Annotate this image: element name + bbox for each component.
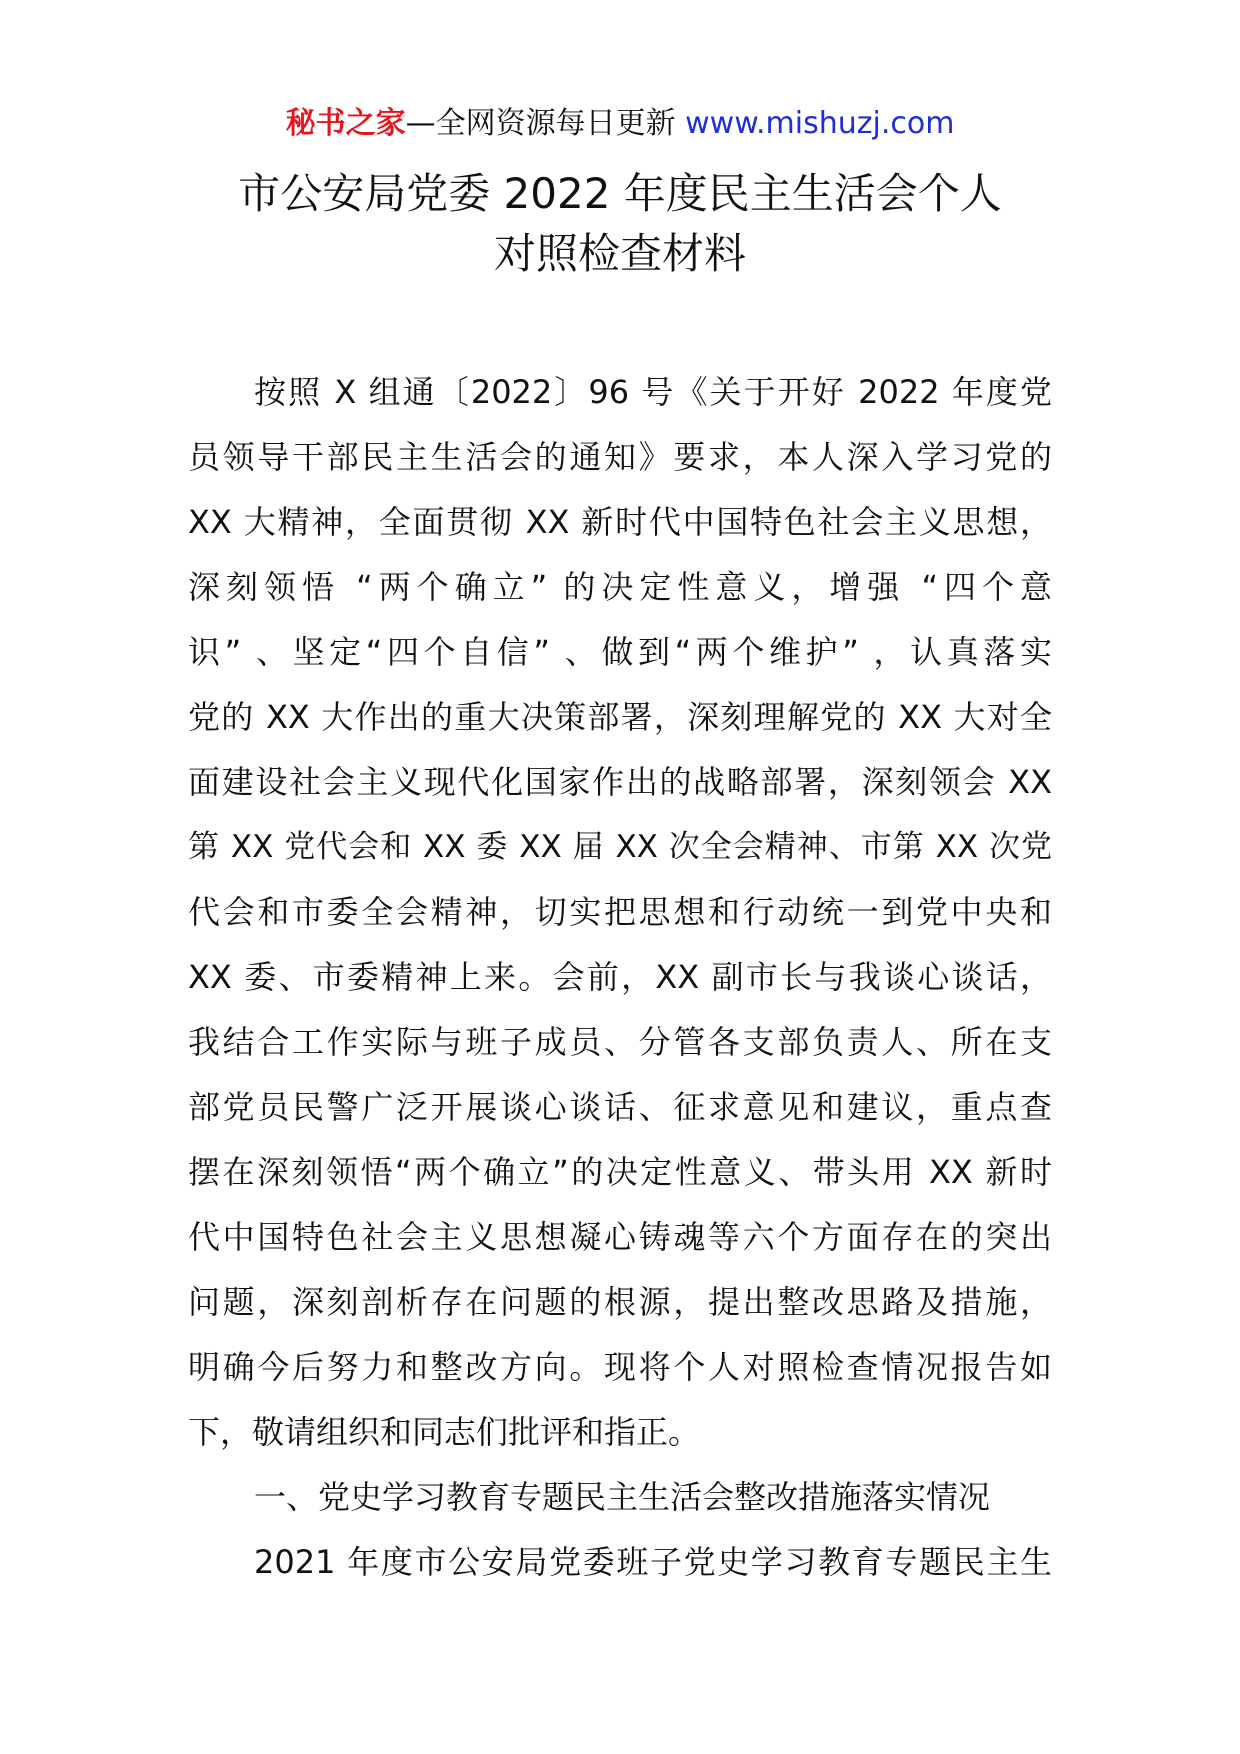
body-line: 面建设社会主义现代化国家作出的战略部署，深刻领会 XX [188,763,1052,801]
body-line: 问题，深刻剖析存在问题的根源，提出整改思路及措施， [188,1283,1052,1321]
body-line: 员领导干部民主生活会的通知》要求，本人深入学习党的 [188,438,1052,476]
body-line: 代会和市委全会精神，切实把思想和行动统一到党中央和 [188,893,1052,931]
body-line: 部党员民警广泛开展谈心谈话、征求意见和建议，重点查 [188,1088,1052,1126]
body-line: 我结合工作实际与班子成员、分管各支部负责人、所在支 [188,1023,1052,1061]
body-line: 代中国特色社会主义思想凝心铸魂等六个方面存在的突出 [188,1218,1052,1256]
title-line-2: 对照检查材料 [493,229,746,278]
section-heading: 一、党史学习教育专题民主生活会整改措施落实情况 [254,1478,991,1516]
site-banner [0,102,1240,146]
document-body [188,360,1052,1595]
body-line: 下，敬请组织和同志们批评和指正。 [188,1413,701,1451]
body-line: 识” 、坚定“四个自信” 、做到“两个维护” ，认真落实 [188,633,1052,671]
body-line: 2021 年度市公安局党委班子党史学习教育专题民主生 [254,1543,1052,1581]
body-line: 第 XX 党代会和 XX 委 XX 届 XX 次全会精神、市第 XX 次党 [188,829,1052,865]
site-url-link[interactable]: www.mishuzj.com [685,106,955,141]
brand-name: 秘书之家 [285,106,406,141]
banner-slogan: —全网资源每日更新 [405,106,686,141]
body-line: 摆在深刻领悟“两个确立”的决定性意义、带头用 XX 新时 [188,1153,1052,1191]
body-line: XX 委、市委精神上来。会前，XX 副市长与我谈心谈话， [188,958,1052,996]
body-line: 深刻领悟 “两个确立” 的决定性意义，增强 “四个意 [188,568,1052,606]
document-title [0,164,1240,284]
title-line-1: 市公安局党委 2022 年度民主生活会个人 [238,169,1002,218]
body-line: 明确今后努力和整改方向。现将个人对照检查情况报告如 [188,1348,1052,1386]
body-line: 党的 XX 大作出的重大决策部署，深刻理解党的 XX 大对全 [188,698,1052,736]
body-line: 按照 X 组通〔2022〕96 号《关于开好 2022 年度党 [254,373,1052,411]
body-line: XX 大精神，全面贯彻 XX 新时代中国特色社会主义思想， [188,503,1052,541]
